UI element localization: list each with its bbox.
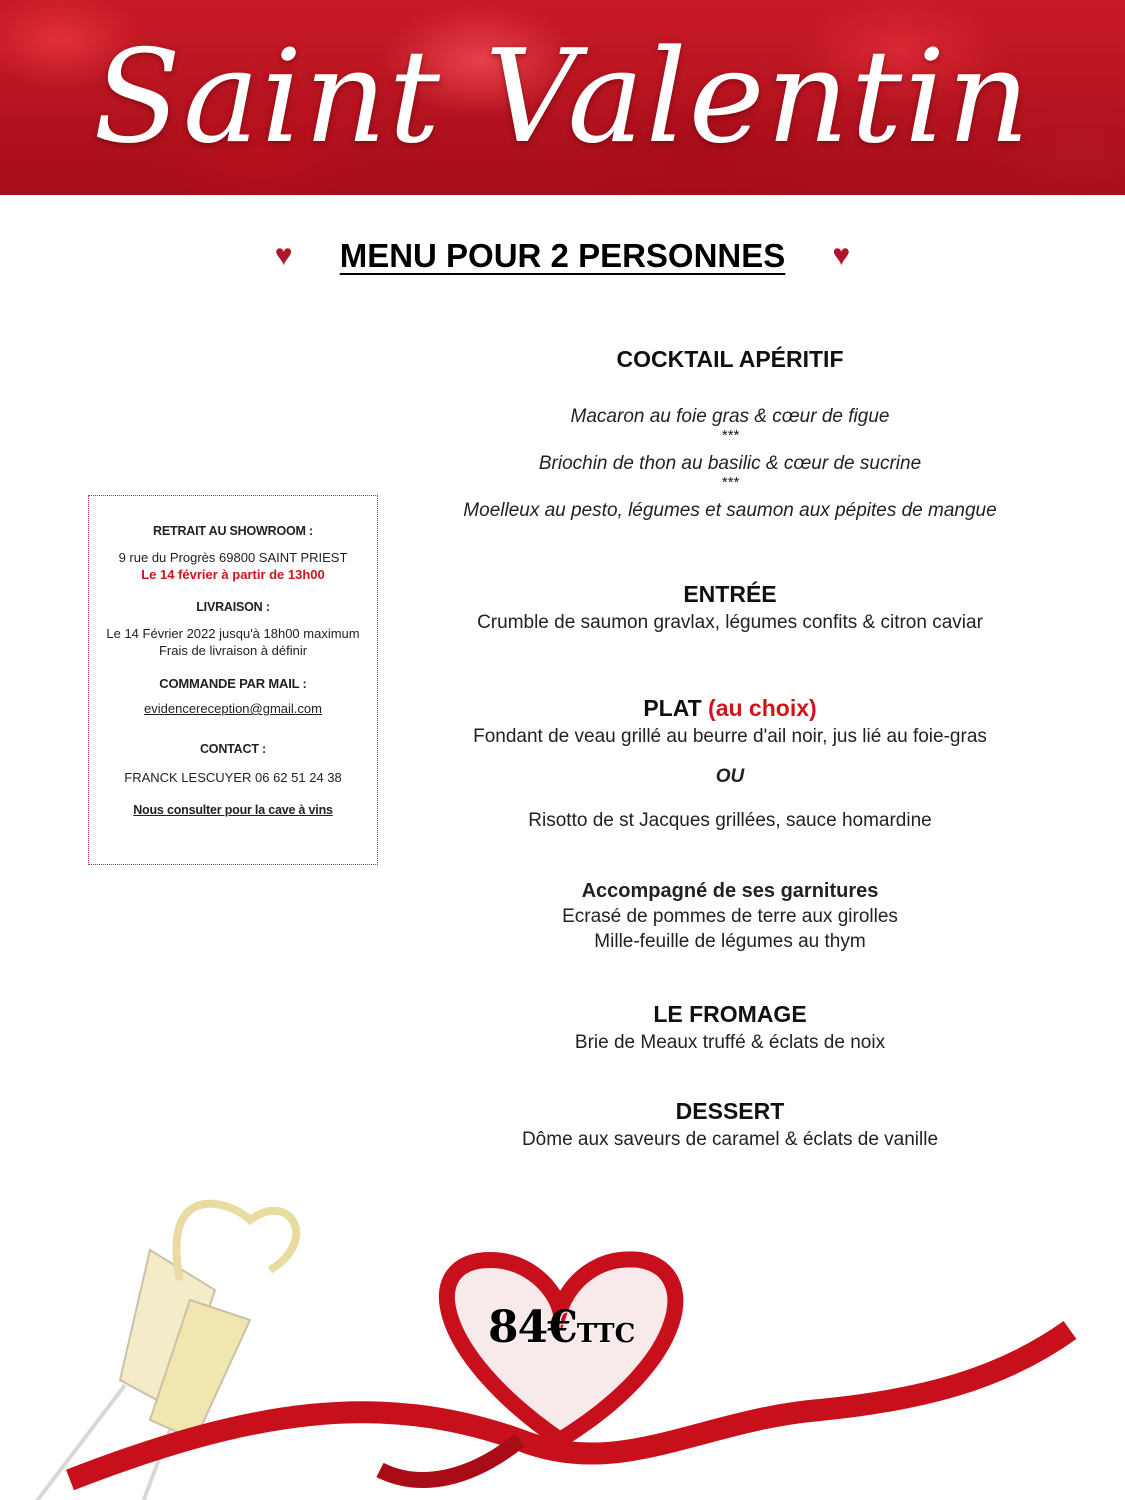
menu-item: Mille-feuille de légumes au thym [594,931,866,952]
menu-item: Risotto de st Jacques grillées, sauce homardine [528,810,932,831]
menu-item: Fondant de veau grillé au beurre d'ail noir, jus lié au foie-gras [473,726,987,747]
menu-item: Briochin de thon au basilic & cœur de sucrine [538,453,922,474]
price [488,1302,635,1353]
menu-section-dessert [430,1098,1030,1151]
menu-section-garnish [430,880,1030,953]
menu-item: Dôme aux saveurs de caramel & éclats de vanille [521,1129,939,1150]
section-title [430,695,1030,722]
pickup-address: 9 rue du Progrès 69800 SAINT PRIEST [118,550,348,565]
delivery-fee: Frais de livraison à définir [158,643,308,658]
plat-title: PLAT [643,695,702,721]
order-email-link[interactable]: evidencereception@gmail.com [144,701,322,716]
section-title: ENTRÉE [683,581,777,607]
menu-item: Macaron au foie gras & cœur de figue [570,406,890,427]
section-title: COCKTAIL APÉRITIF [616,346,844,372]
heart-icon: ♥ [274,239,293,272]
menu-section-fromage [430,1001,1030,1054]
delivery-label: LIVRAISON : [196,600,270,614]
menu-section-plat [430,695,1030,832]
price-amount: 84€ [488,1302,577,1353]
plat-note: (au choix) [708,695,817,721]
price-suffix: TTC [576,1319,636,1349]
or-separator: OU [715,766,745,787]
separator: *** [721,474,739,491]
section-title: LE FROMAGE [653,1001,807,1027]
menu-item: Crumble de saumon gravlax, légumes confits & citron caviar [477,612,983,633]
menu-item: Moelleux au pesto, légumes et saumon aux pépites de mangue [463,500,997,521]
contact-name-phone: FRANCK LESCUYER 06 62 51 24 38 [124,770,342,785]
cellar-note: Nous consulter pour la cave à vins [133,803,333,817]
page-title: MENU POUR 2 PERSONNES [339,237,786,274]
delivery-time: Le 14 Février 2022 jusqu'à 18h00 maximum [106,626,360,641]
menu-section-cocktail [430,346,1030,522]
heart-icon: ♥ [832,239,851,272]
pickup-label: RETRAIT AU SHOWROOM : [153,524,313,538]
menu-item: Ecrasé de pommes de terre aux girolles [562,906,898,927]
info-box [88,495,378,865]
order-label: COMMANDE PAR MAIL : [159,676,307,691]
menu-heading-row [0,228,1125,284]
separator: *** [721,427,739,444]
menu-item: Brie de Meaux truffé & éclats de noix [574,1032,886,1053]
section-title: DESSERT [675,1098,785,1124]
header-banner [0,0,1125,195]
contact-label: CONTACT : [199,742,266,756]
banner-title: Saint Valentin [93,23,1032,172]
menu-section-entree [430,581,1030,634]
pickup-time: Le 14 février à partir de 13h00 [141,567,325,582]
section-title: Accompagné de ses garnitures [581,880,879,902]
